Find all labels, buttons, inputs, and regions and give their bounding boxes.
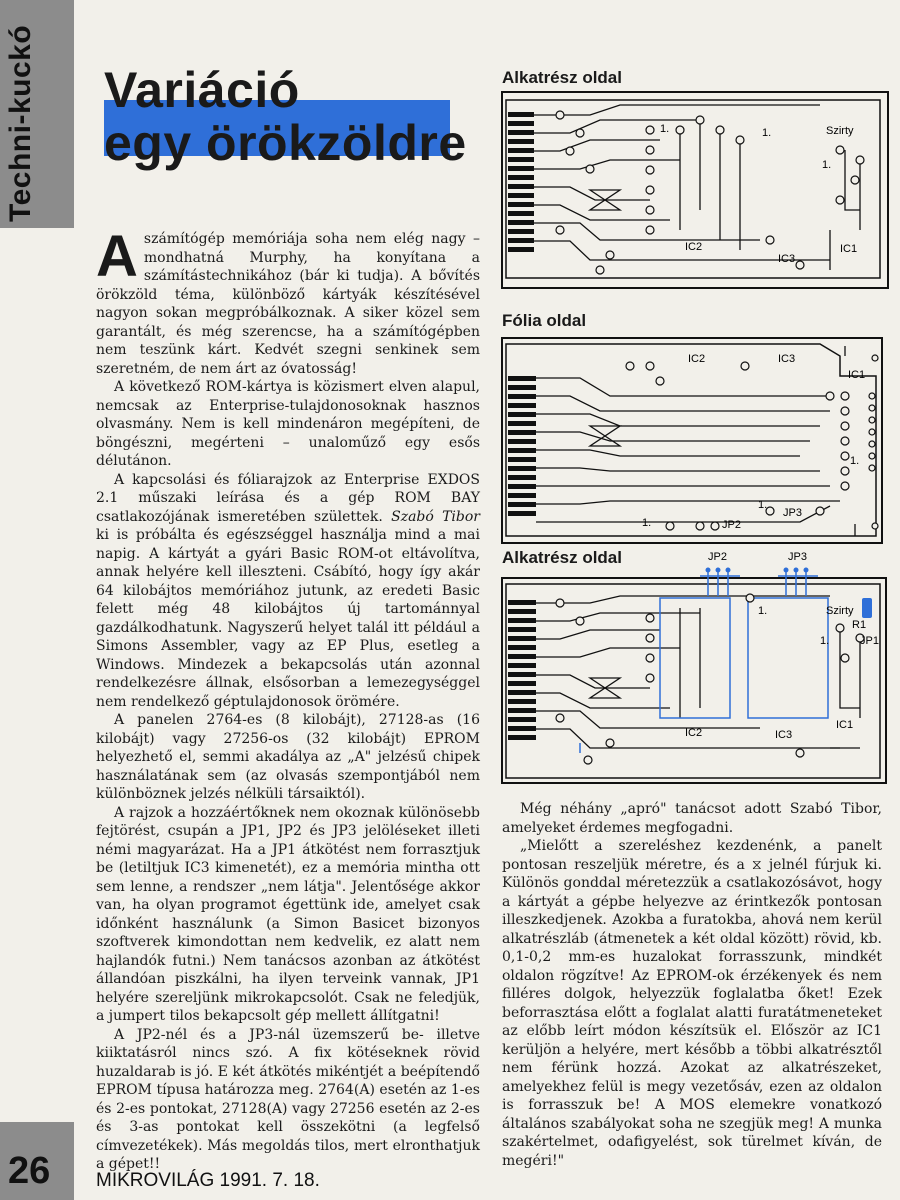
right-column bbox=[502, 800, 882, 1170]
label-one: 1. bbox=[660, 123, 670, 135]
footer-issue: MIKROVILÁG 1991. 7. 18. bbox=[96, 1170, 320, 1191]
label-ic2: IC2 bbox=[685, 241, 703, 253]
svg-text:1.: 1. bbox=[822, 159, 832, 171]
paragraph-2: A következő ROM-kártya is közismert elven alapul, nemcsak az Enterprise-tulajdonosoknak hasznos olvasmány. Nem is kell mindenáron megépíteni, de böngészni, megérteni – unaloműző egy esős délutánon. bbox=[96, 379, 480, 469]
svg-text:IC1: IC1 bbox=[836, 719, 854, 731]
label-ic1: IC1 bbox=[840, 243, 858, 255]
label-jp3: JP3 bbox=[783, 507, 802, 519]
label-jp2: JP2 bbox=[722, 519, 741, 531]
svg-text:1.: 1. bbox=[762, 127, 772, 139]
title-line-1: Variáció bbox=[104, 62, 300, 118]
paragraph-1: Aszámítógép memóriája soha nem elég nagy – mondhatná Murphy, ha konyítana a számítástechnikához (bár ki tudja). A bővítés örökzöld téma, különböző kártyák készítésével nagyon sokan megpróbálkoznak. A siker közel sem garantált, és még szerencse, ha a számítógépben nem teszünk kárt. Kedvét szegni senkinek sem szeretném, de nem árt az óvatosság! bbox=[96, 224, 480, 377]
label-szirty: Szirty bbox=[826, 125, 854, 137]
label-ic3: IC3 bbox=[778, 253, 796, 265]
paragraph-r1: Még néhány „apró" tanácsot adott Szabó Tibor, amelyeket érdemes megfogadni. bbox=[502, 801, 882, 836]
svg-text:1.: 1. bbox=[758, 605, 768, 617]
svg-text:IC3: IC3 bbox=[775, 729, 793, 741]
title-line-2: egy örökzöldre bbox=[104, 115, 467, 171]
svg-text:1.: 1. bbox=[642, 517, 652, 529]
svg-text:1.: 1. bbox=[758, 499, 768, 511]
pcb-component-side bbox=[500, 90, 890, 290]
svg-text:IC1: IC1 bbox=[848, 369, 866, 381]
drill-mark-icon: ⧖ bbox=[751, 856, 762, 873]
pcb-foil-side bbox=[500, 336, 890, 546]
label-r1: R1 bbox=[852, 619, 867, 631]
svg-text:JP3: JP3 bbox=[788, 551, 807, 563]
section-tab bbox=[0, 0, 74, 228]
svg-text:JP2: JP2 bbox=[708, 551, 727, 563]
author-name: Szabó Tibor bbox=[391, 508, 480, 525]
page-number: 26 bbox=[8, 1150, 51, 1192]
page-number-box bbox=[0, 1122, 74, 1200]
paragraph-4: A panelen 2764-es (8 kilobájt), 27128-as (16 kilobájt) vagy 27256-os (32 kilobájt) EPROM helyezhető el, semmi akadálya az „A" jelzésű chipek használatának sem (az olvasás szempontjából nem különböznek jelzés nélküli társaiktól). bbox=[96, 712, 480, 802]
svg-text:IC2: IC2 bbox=[685, 727, 703, 739]
pcb-component-side-wired bbox=[500, 548, 890, 788]
drop-cap: A bbox=[96, 224, 138, 289]
svg-text:1.: 1. bbox=[850, 455, 860, 467]
section-label: Techni-kuckó bbox=[4, 24, 37, 222]
svg-text:IC2: IC2 bbox=[688, 353, 706, 365]
svg-text:Szirty: Szirty bbox=[826, 605, 854, 617]
figure-2-title: Fólia oldal bbox=[502, 311, 587, 330]
svg-text:IC3: IC3 bbox=[778, 353, 796, 365]
left-column bbox=[96, 224, 480, 1174]
paragraph-6: A JP2-nél és a JP3-nál üzemszerű be- illetve kiiktatásról nincs szó. A fix kötéseknek rövid huzaldarab is jó. E két átkötés mikéntjét a beépítendő EPROM típusa határozza meg. 2764(A) esetén az 1-es és 2-es pontokat, 27128(A) vagy 27256 esetén az 2-es és 3-as pontokat kell összekötni (a legfelső címvezetékek). Más megoldás tilos, mert elronthatjuk a gépet!! bbox=[96, 1026, 480, 1172]
article-title bbox=[104, 64, 467, 170]
figure-1-title: Alkatrész oldal bbox=[502, 68, 622, 87]
figure-3-title: Alkatrész oldal bbox=[502, 548, 622, 567]
paragraph-r2: „Mielőtt a szereléshez kezdenénk, a panelt pontosan reszeljük méretre, és a ⧖ jelnél fúrjuk ki. Különös gonddal méretezzük a csatlakozósávot, hogy a kártyát a gépbe helyezve az érintkezők pontosan illeszkedjenek. Azokba a furatokba, ahová nem kerül alkatrészláb (átmenetek a két oldal között) rövid, kb. 0,1-0,2 mm-es huzalokat forrasszunk, mindkét oldalon rögzítve! Az EPROM-ok érzékenyek és nem filléres dolgok, helyezzük foglalatba őket! Ezek beforrasztása előtt a foglalat alatti furatátmeneteket az előbb leírt módon készítsük el. Először az IC1 kerüljön a helyére, mert később a többi alkatrésztől nem férünk hozzá. Azokat az alkatrészeket, amelyekhez felül is megy vezetősáv, ezen az oldalon is forrasszuk be! A MOS elemekre vonatkozó általános szabályokat soha ne szegjük meg! A munka szakértelmet, odafigyelést, sok türelmet kíván, de megéri!" bbox=[502, 838, 882, 1169]
svg-text:1.: 1. bbox=[820, 635, 830, 647]
paragraph-3: A kapcsolási és fóliarajzok az Enterprise EXDOS 2.1 műszaki leírása és a gép ROM BAY csatlakozójának ismeretében születtek. Szabó Tibor ki is próbálta és egészséggel használja mind a mai napig. A kártyát a gyári Basic ROM-ot eltávolítva, annak helyére kell illeszteni. Csábító, hogy így akár 64 kilobájtos memóriához jutunk, az eredeti Basic felett még 48 kilobájtos új tartománnyal gazdálkodhatunk. Nagyszerű helyet talál itt például a Simons Assembler, vagy az EP Plus, esetleg a Windows. Mindezek a bekapcsolás után azonnal rendelkezésre állnak, elsősorban a lemezegységgel nem rendelkező géptulajdonosok örömére. bbox=[96, 471, 480, 710]
label-jp1: JP1 bbox=[860, 635, 879, 647]
paragraph-5: A rajzok a hozzáértőknek nem okoznak különösebb fejtörést, csupán a JP1, JP2 és JP3 jelöléseket illeti némi magyarázat. Ha a JP1 átkötést nem forrasztjuk be (letiltjuk IC3 kimenetét), ez a memória mintha ott sem lenne, a rendszer „nem látja". Jelentősége akkor van, ha olyan programot égettünk ide, amelyet csak időnként használunk (a Simon Basicet bizonyos szoftverek kimondottan nem kedvelik, ez alatt nem hajlandók futni.) Nem tanácsos azonban az átkötést állandóan piszkálni, ha ilyen terveink vannak, JP1 helyére szereljünk mikrokapcsolót. Csak ne feledjük, a jumpert tilos bekapcsolt gép mellett állítgatni! bbox=[96, 804, 480, 1024]
